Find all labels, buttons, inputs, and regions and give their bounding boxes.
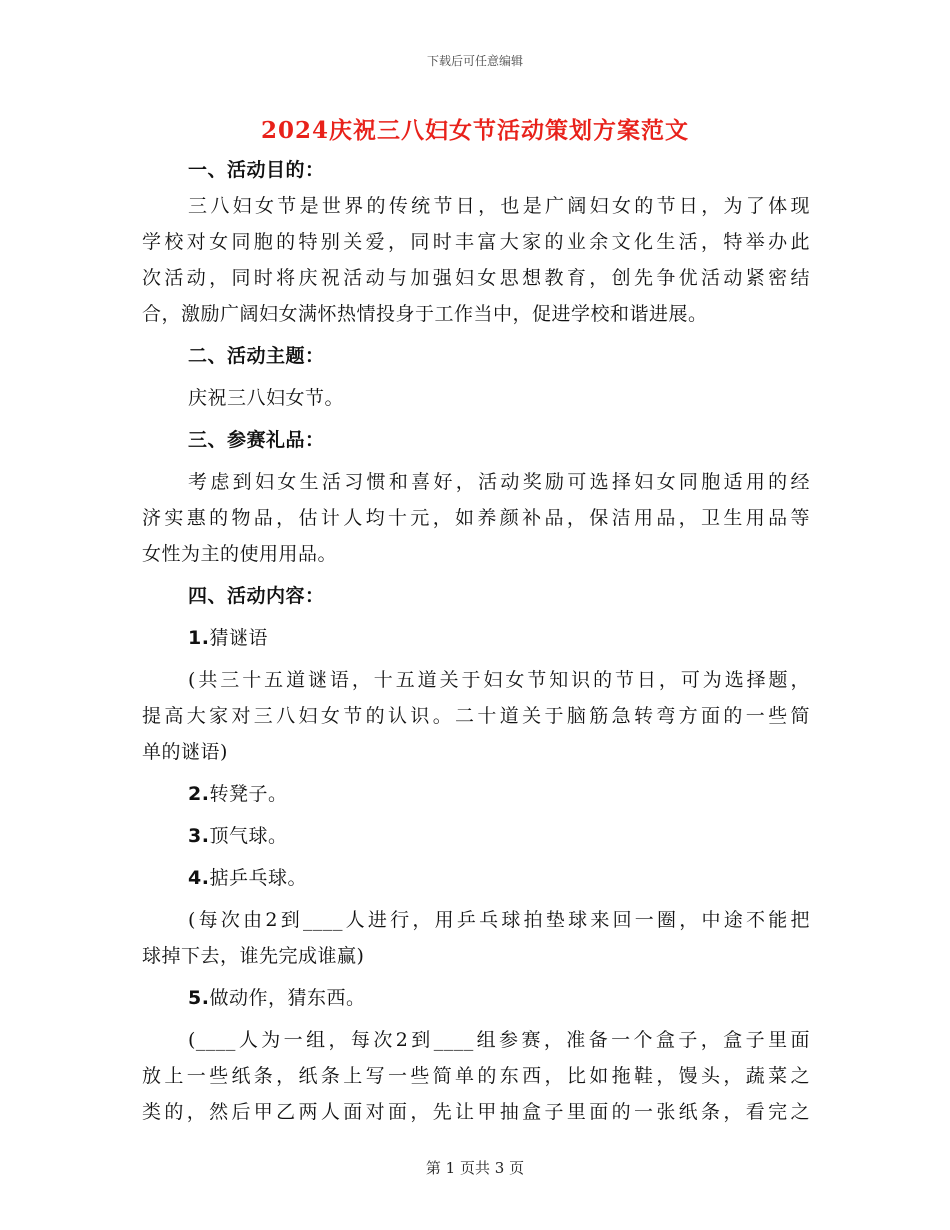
paragraph-line: (每次由2到____人进行，用乒乓球拍垫球来回一圈，中途不能把 (188, 909, 810, 931)
item-text: 猜谜语 (209, 627, 268, 649)
section-heading-purpose: 一、活动目的： (188, 159, 325, 181)
paragraph-line: 女性为主的使用用品。 (142, 543, 338, 565)
paragraph-line: 单的谜语) (142, 741, 228, 763)
list-item (142, 980, 810, 1016)
paragraph-line: 考虑到妇女生活习惯和喜好，活动奖励可选择妇女同胞适用的经 (188, 471, 810, 493)
item-text: 转凳子。 (209, 783, 288, 805)
paragraph-line: 放上一些纸条，纸条上写一些简单的东西，比如拖鞋，馒头，蔬菜之 (142, 1065, 810, 1087)
item-number: 5. (188, 987, 210, 1009)
item-number: 2. (188, 783, 210, 805)
item-text: 掂乒乓球。 (209, 867, 307, 889)
paragraph-line: 济实惠的物品，估计人均十元，如养颜补品，保洁用品，卫生用品等 (142, 507, 810, 529)
document-body (142, 152, 810, 1130)
paragraph-line: (共三十五道谜语，十五道关于妇女节知识的节日，可为选择题， (188, 669, 810, 691)
item-text: 做动作，猜东西。 (209, 987, 366, 1009)
paragraph-line: 庆祝三八妇女节。 (188, 387, 345, 409)
section-heading-theme: 二、活动主题： (188, 345, 325, 367)
paragraph-line: 提高大家对三八妇女节的认识。二十道关于脑筋急转弯方面的一些简 (142, 705, 810, 727)
list-item (142, 860, 810, 896)
item-number: 1. (188, 627, 210, 649)
item-number: 3. (188, 825, 210, 847)
page-header-note: 下载后可任意编辑 (426, 54, 523, 68)
paragraph-line: 类的，然后甲乙两人面对面，先让甲抽盒子里面的一张纸条，看完之 (142, 1101, 810, 1123)
paragraph-line: 次活动，同时将庆祝活动与加强妇女思想教育，创先争优活动紧密结 (142, 267, 810, 289)
page-footer-info: 第 1 页共 3 页 (425, 1159, 525, 1177)
paragraph-line: 三八妇女节是世界的传统节日，也是广阔妇女的节日，为了体现 (188, 195, 810, 217)
item-text: 顶气球。 (209, 825, 288, 847)
list-item (142, 818, 810, 854)
section-heading-prizes: 三、参赛礼品： (188, 429, 325, 451)
section-heading-content: 四、活动内容： (188, 585, 325, 607)
paragraph-line: 球掉下去，谁先完成谁赢) (142, 945, 365, 967)
paragraph-line: 合，激励广阔妇女满怀热情投身于工作当中，促进学校和谐进展。 (142, 303, 708, 325)
paragraph-line: (____人为一组，每次2到____组参赛，准备一个盒子，盒子里面 (188, 1029, 810, 1051)
list-item (142, 620, 810, 656)
list-item (142, 776, 810, 812)
document-title: 2024庆祝三八妇女节活动策划方案范文 (260, 117, 689, 144)
paragraph-line: 学校对女同胞的特别关爱，同时丰富大家的业余文化生活，特举办此 (142, 231, 810, 253)
item-number: 4. (188, 867, 210, 889)
